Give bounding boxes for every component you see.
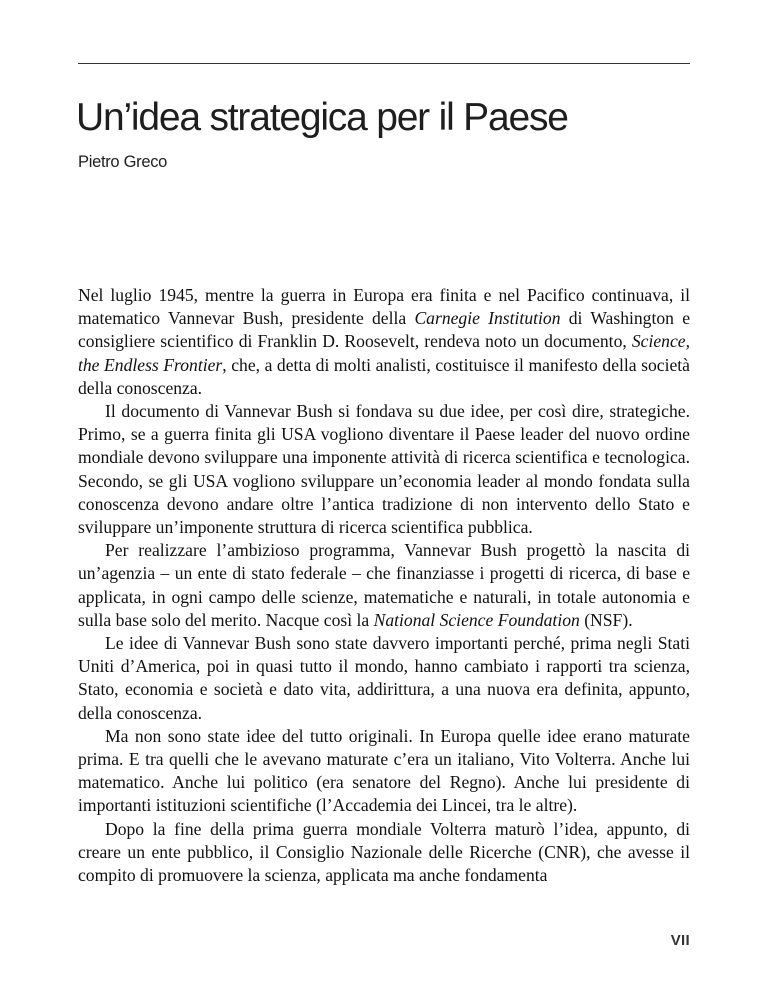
paragraph-text: Il documento di Vannevar Bush si fondava su due idee, per così dire, strategiche. Primo, se a guerra finita gli USA vogliono diventare il Paese leader del nuovo ordine mondiale devono sviluppare una imponente attività di ricerca scientifica e tecnologica. Secondo, se gli USA vogliono sviluppare un’economia leader al mondo fondata sulla conoscenza devono andare oltre l’antica tradizione di non intervento dello Stato e sviluppare un’imponente struttura di ricerca scientifica pubblica. — [78, 401, 690, 538]
paragraph-text: Nel luglio 1945, mentre la guerra in Europa era finita e nel Pacifico continuava, il matematico Vannevar Bush, presidente della — [78, 285, 690, 329]
paragraph-text: (NSF). — [579, 609, 633, 630]
paragraph-text: Le idee di Vannevar Bush sono state davvero importanti perché, prima negli Stati Uniti d’America, poi in quasi tutto il mondo, hanno cambiato i rapporti tra scienza, Stato, economia e società e dato vita, addirittura, a una nuova era definita, appunto, della conoscenza. — [78, 633, 690, 723]
italic-text: National Science Foundation — [373, 609, 580, 630]
paragraph — [78, 400, 690, 539]
paragraph-text: Per realizzare l’ambizioso programma, Vannevar Bush progettò la nascita di un’agenzia – un ente di stato federale – che finanziasse i progetti di ricerca, di base e applicata, in ogni campo delle scienze, matematiche e naturali, in totale autonomia e sulla base solo del merito. Nacque così la — [78, 540, 690, 630]
body-text — [78, 284, 690, 887]
paragraph-text: Ma non sono state idee del tutto originali. In Europa quelle idee erano maturate prima. E tra quelli che le avevano maturate c’era un italiano, Vito Volterra. Anche lui matematico. Anche lui politico (era senatore del Regno). Anche lui presidente di importanti istituzioni scientifiche (l’Accademia dei Lincei, tra le altre). — [78, 725, 690, 816]
paragraph — [78, 632, 690, 725]
paragraph-text: , che, a detta di molti analisti, costituisce il manifesto della società della conoscenza. — [78, 354, 690, 398]
author-name: Pietro Greco — [78, 153, 168, 171]
paragraph-text: di Washington e consigliere scientifico di Franklin D. Roosevelt, rendeva noto un documento, — [78, 308, 690, 352]
paragraph — [78, 818, 690, 888]
paragraph — [78, 725, 690, 818]
paragraph — [78, 284, 690, 400]
paragraph — [78, 539, 690, 632]
page-number: VII — [670, 932, 690, 949]
chapter-title: Un’idea strategica per il Paese — [76, 96, 568, 139]
paragraph-text: Dopo la fine della prima guerra mondiale Volterra maturò l’idea, appunto, di creare un ente pubblico, il Consiglio Nazionale delle Ricerche (CNR), che avesse il compito di promuovere la scienza, applicata ma anche fondamenta — [78, 818, 690, 886]
italic-text: Science, the Endless Frontier — [78, 331, 690, 375]
header-rule — [78, 63, 690, 64]
italic-text: Carnegie Institution — [414, 308, 561, 329]
